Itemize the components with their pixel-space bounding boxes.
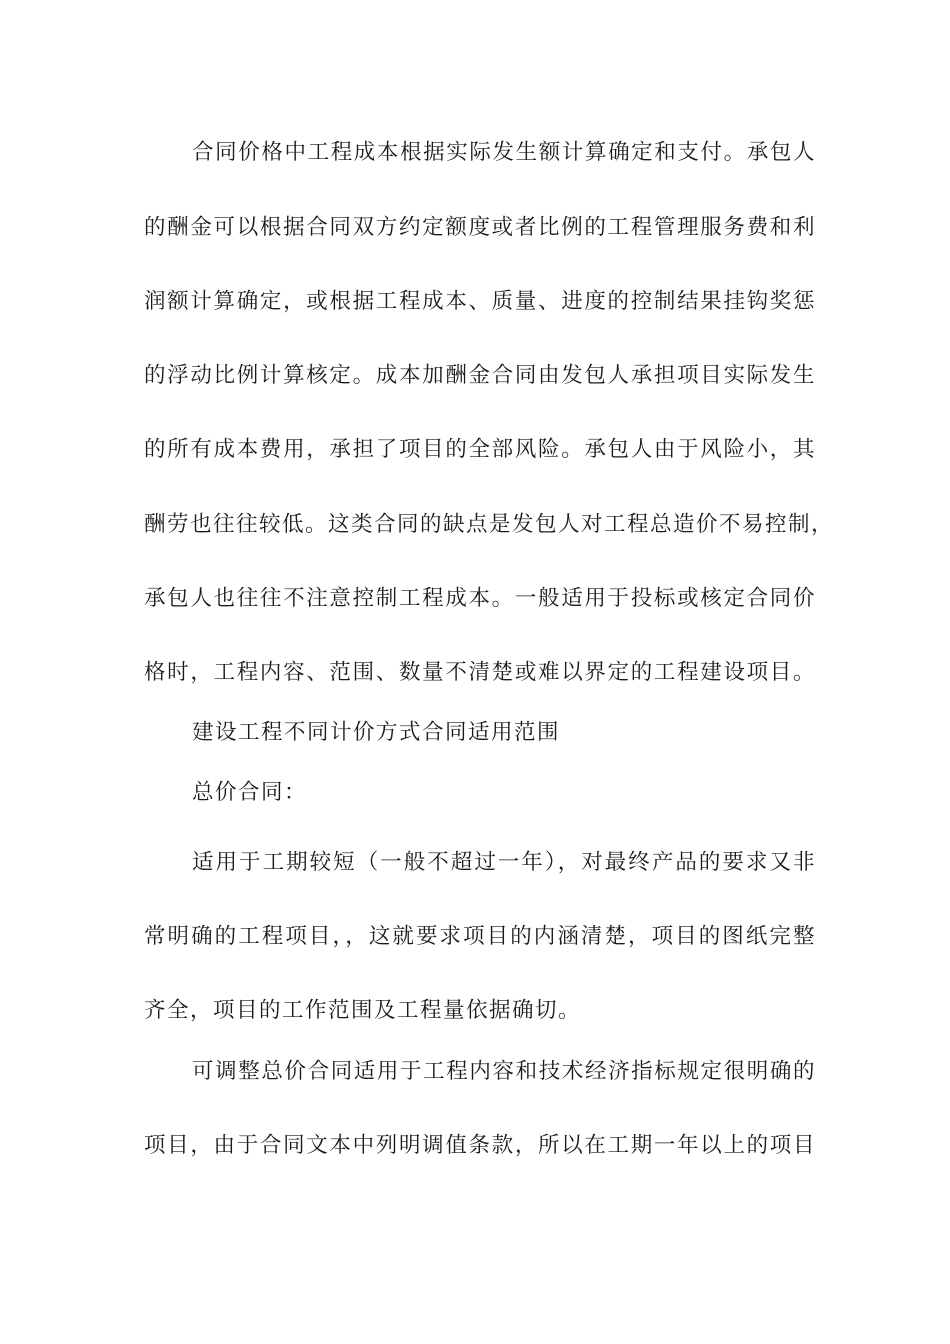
paragraph-line: 合同价格中工程成本根据实际发生额计算确定和支付。承包人	[192, 140, 816, 165]
paragraph-line: 格时，工程内容、范围、数量不清楚或难以界定的工程建设项目。	[144, 660, 816, 685]
paragraph-line: 可调整总价合同适用于工程内容和技术经济指标规定很明确的	[192, 1059, 816, 1084]
paragraph-line: 酬劳也往往较低。这类合同的缺点是发包人对工程总造价不易控制，	[144, 512, 835, 537]
paragraph-line: 常明确的工程项目，，这就要求项目的内涵清楚，项目的图纸完整	[144, 924, 816, 949]
paragraph-line: 适用于工期较短（一般不超过一年），对最终产品的要求又非	[192, 850, 816, 875]
paragraph-line: 的酬金可以根据合同双方约定额度或者比例的工程管理服务费和利	[144, 215, 816, 240]
section-heading: 建设工程不同计价方式合同适用范围	[192, 720, 561, 745]
subheading: 总价合同：	[192, 780, 308, 805]
paragraph-line: 的浮动比例计算核定。成本加酬金合同由发包人承担项目实际发生	[144, 363, 816, 388]
paragraph-line: 润额计算确定，或根据工程成本、质量、进度的控制结果挂钩奖惩	[144, 289, 816, 314]
paragraph-line: 承包人也往往不注意控制工程成本。一般适用于投标或核定合同价	[144, 586, 816, 611]
paragraph-line: 项目，由于合同文本中列明调值条款，所以在工期一年以上的项目	[144, 1133, 816, 1158]
paragraph-line: 的所有成本费用，承担了项目的全部风险。承包人由于风险小，其	[144, 437, 816, 462]
paragraph-line: 齐全，项目的工作范围及工程量依据确切。	[144, 998, 582, 1023]
